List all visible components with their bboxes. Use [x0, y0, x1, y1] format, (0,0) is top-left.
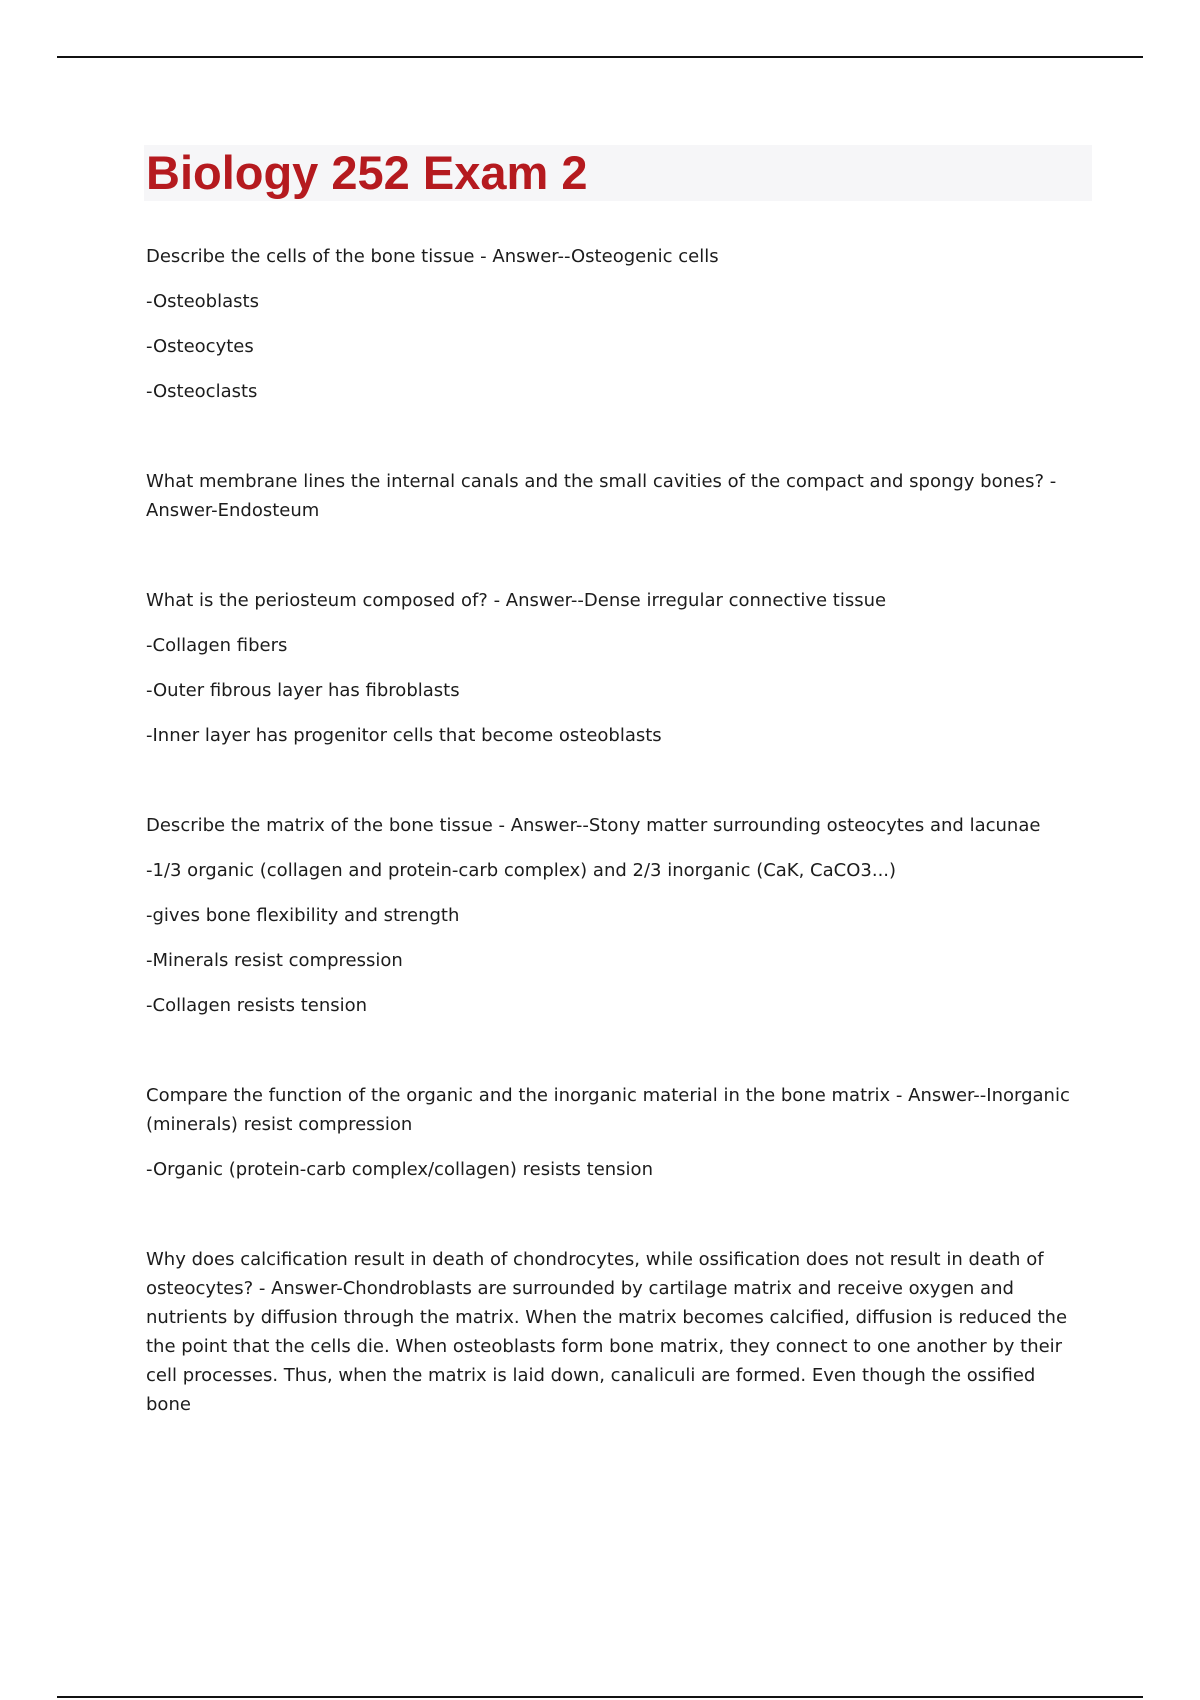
answer-line: -Organic (protein-carb complex/collagen) resists tension	[146, 1159, 653, 1180]
answer-line: -Osteoblasts	[146, 291, 259, 312]
answer-line: -1/3 organic (collagen and protein-carb complex) and 2/3 inorganic (CaK, CaCO3...)	[146, 860, 897, 881]
top-divider	[57, 56, 1143, 58]
question-text: What membrane lines the internal canals and the small cavities of the compact and spongy bones? - Answer-Endosteum	[146, 471, 1057, 521]
answer-line: -gives bone flexibility and strength	[146, 905, 460, 926]
qa-item	[146, 811, 1081, 1020]
question-text: Why does calcification result in death of chondrocytes, while ossification does not result in death of osteocytes? - Answer-Chondroblasts are surrounded by cartilage matrix and receive oxygen and nutrients by diffusion through the matrix. When the matrix becomes calcified, diffusion is reduced the the point that the cells die. When osteoblasts form bone matrix, they connect to one another by their cell processes. Thus, when the matrix is laid down, canaliculi are formed. Even though the ossified bone	[146, 1249, 1068, 1415]
qa-item	[146, 467, 1081, 525]
answer-line: -Collagen resists tension	[146, 995, 368, 1016]
question-text: What is the periosteum composed of? - Answer--Dense irregular connective tissue	[146, 590, 887, 611]
qa-item	[146, 242, 1081, 406]
qa-item	[146, 586, 1081, 750]
answer-line: -Outer fibrous layer has fibroblasts	[146, 680, 460, 701]
answer-line: -Osteoclasts	[146, 381, 258, 402]
question-text: Describe the cells of the bone tissue - Answer--Osteogenic cells	[146, 246, 719, 267]
answer-line: -Minerals resist compression	[146, 950, 403, 971]
answer-line: -Collagen fibers	[146, 635, 288, 656]
question-text: Describe the matrix of the bone tissue - Answer--Stony matter surrounding osteocytes and lacunae	[146, 815, 1041, 836]
document-body	[146, 242, 1081, 1480]
question-text: Compare the function of the organic and the inorganic material in the bone matrix - Answer--Inorganic (minerals) resist compression	[146, 1085, 1070, 1135]
answer-line: -Osteocytes	[146, 336, 254, 357]
bottom-divider	[57, 1696, 1143, 1698]
qa-item	[146, 1245, 1081, 1419]
answer-line: -Inner layer has progenitor cells that become osteoblasts	[146, 725, 662, 746]
qa-item	[146, 1081, 1081, 1184]
document-title: Biology 252 Exam 2	[146, 146, 588, 199]
